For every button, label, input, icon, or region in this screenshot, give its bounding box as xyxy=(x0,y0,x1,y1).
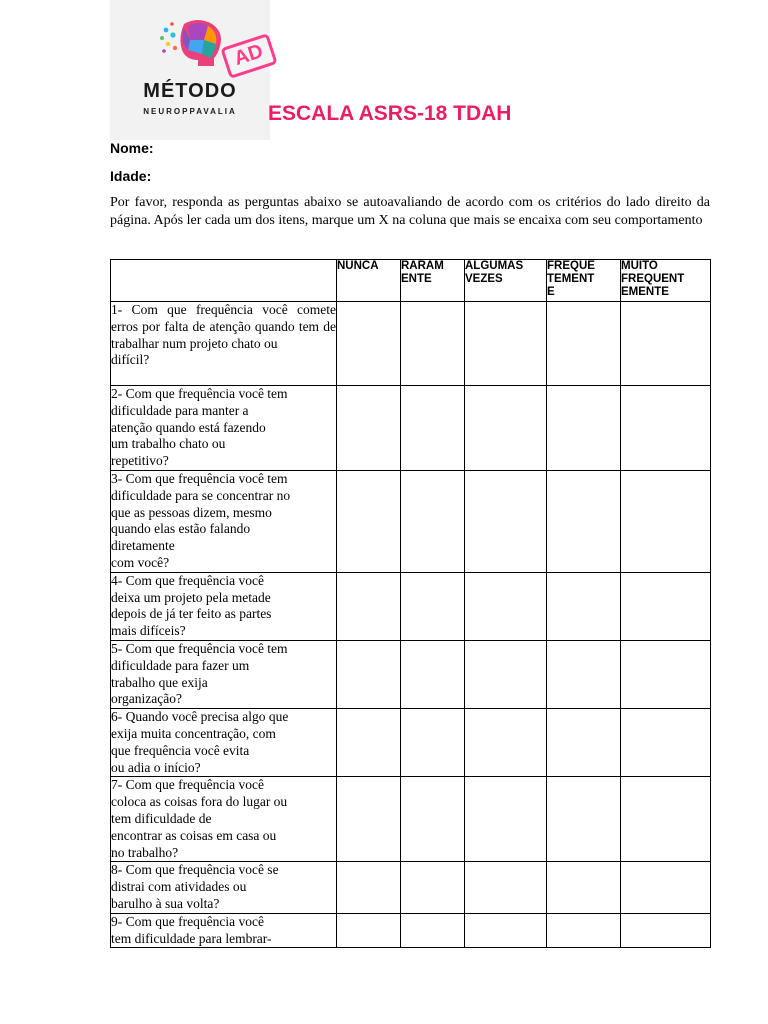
instructions-paragraph: Por favor, responda as perguntas abaixo se autoavaliando de acordo com os critérios do lado direito da página. Após ler cada um dos itens, marque um X na coluna que mais se encaixa com seu comportamento xyxy=(110,195,710,228)
question-cell: 8- Com que frequência você se distrai com atividades ou barulho à sua volta? xyxy=(111,862,337,913)
answer-cell-muito-frequentemente[interactable] xyxy=(621,913,711,948)
answer-cell-nunca[interactable] xyxy=(337,640,401,708)
answer-cell-nunca[interactable] xyxy=(337,709,401,777)
question-header-cell xyxy=(111,260,337,302)
question-cell: 1- Com que frequência você comete erros por falta de atenção quando tem de trabalhar num projeto chato ou difícil? xyxy=(111,302,337,386)
logo xyxy=(110,0,270,140)
answer-cell-muito-frequentemente[interactable] xyxy=(621,572,711,640)
question-cell: 2- Com que frequência você tem dificuldade para manter a atenção quando está fazendo um trabalho chato ou repetitivo? xyxy=(111,386,337,471)
answer-cell-muito-frequentemente[interactable] xyxy=(621,709,711,777)
question-cell: 6- Quando você precisa algo que exija muita concentração, com que frequência você evita ou adia o início? xyxy=(111,709,337,777)
answer-cell-raramente[interactable] xyxy=(401,777,465,862)
name-field-label: Nome: xyxy=(110,140,154,156)
answer-cell-muito-frequentemente[interactable] xyxy=(621,470,711,572)
answer-cell-muito-frequentemente[interactable] xyxy=(621,640,711,708)
answer-cell-frequentemente[interactable] xyxy=(547,862,621,913)
ad-badge: AD xyxy=(220,33,277,79)
table-header-row xyxy=(111,260,711,302)
document-title: ESCALA ASRS-18 TDAH xyxy=(268,102,512,125)
question-cell: 9- Com que frequência você tem dificuldade para lembrar- xyxy=(111,913,337,948)
answer-cell-frequentemente[interactable] xyxy=(547,709,621,777)
answer-cell-nunca[interactable] xyxy=(337,913,401,948)
answer-cell-nunca[interactable] xyxy=(337,862,401,913)
table-row xyxy=(111,386,711,471)
answer-cell-algumas-vezes[interactable] xyxy=(465,640,547,708)
column-header-algumas-vezes: ALGUMAS VEZES xyxy=(465,260,547,302)
answer-cell-nunca[interactable] xyxy=(337,470,401,572)
answer-cell-algumas-vezes[interactable] xyxy=(465,302,547,386)
answer-cell-frequentemente[interactable] xyxy=(547,386,621,471)
answer-cell-algumas-vezes[interactable] xyxy=(465,709,547,777)
column-header-muito-frequentemente: MUITO FREQUENT EMENTE xyxy=(621,260,711,302)
answer-cell-muito-frequentemente[interactable] xyxy=(621,302,711,386)
answer-cell-algumas-vezes[interactable] xyxy=(465,470,547,572)
answer-cell-raramente[interactable] xyxy=(401,862,465,913)
answer-cell-algumas-vezes[interactable] xyxy=(465,913,547,948)
answer-cell-muito-frequentemente[interactable] xyxy=(621,862,711,913)
answer-cell-raramente[interactable] xyxy=(401,640,465,708)
asrs-scale-table xyxy=(110,259,711,948)
answer-cell-algumas-vezes[interactable] xyxy=(465,862,547,913)
table-row xyxy=(111,470,711,572)
answer-cell-nunca[interactable] xyxy=(337,386,401,471)
answer-cell-frequentemente[interactable] xyxy=(547,572,621,640)
brain-head-icon xyxy=(158,18,230,68)
table-row xyxy=(111,777,711,862)
answer-cell-algumas-vezes[interactable] xyxy=(465,386,547,471)
answer-cell-muito-frequentemente[interactable] xyxy=(621,777,711,862)
question-cell: 4- Com que frequência você deixa um projeto pela metade depois de já ter feito as partes mais difíceis? xyxy=(111,572,337,640)
brand-name: MÉTODO xyxy=(143,80,237,102)
table-row xyxy=(111,709,711,777)
table-row xyxy=(111,862,711,913)
table-row xyxy=(111,640,711,708)
answer-cell-nunca[interactable] xyxy=(337,302,401,386)
answer-cell-nunca[interactable] xyxy=(337,777,401,862)
answer-cell-muito-frequentemente[interactable] xyxy=(621,386,711,471)
answer-cell-raramente[interactable] xyxy=(401,913,465,948)
table-row xyxy=(111,913,711,948)
answer-cell-frequentemente[interactable] xyxy=(547,470,621,572)
answer-cell-algumas-vezes[interactable] xyxy=(465,777,547,862)
table-row xyxy=(111,302,711,386)
question-cell: 7- Com que frequência você coloca as coisas fora do lugar ou tem dificuldade de encontrar as coisas em casa ou no trabalho? xyxy=(111,777,337,862)
answer-cell-raramente[interactable] xyxy=(401,709,465,777)
answer-cell-raramente[interactable] xyxy=(401,302,465,386)
answer-cell-nunca[interactable] xyxy=(337,572,401,640)
answer-cell-frequentemente[interactable] xyxy=(547,777,621,862)
answer-cell-raramente[interactable] xyxy=(401,572,465,640)
age-field-label: Idade: xyxy=(110,168,152,184)
question-cell: 3- Com que frequência você tem dificuldade para se concentrar no que as pessoas dizem, mesmo quando elas estão falando diretamente com você? xyxy=(111,470,337,572)
answer-cell-raramente[interactable] xyxy=(401,470,465,572)
column-header-frequentemente: FREQUE TEMENT E xyxy=(547,260,621,302)
brand-subtitle: NEUROPPAVALIA xyxy=(143,107,237,116)
column-header-raramente: RARAM ENTE xyxy=(401,260,465,302)
answer-cell-frequentemente[interactable] xyxy=(547,640,621,708)
answer-cell-algumas-vezes[interactable] xyxy=(465,572,547,640)
answer-cell-frequentemente[interactable] xyxy=(547,913,621,948)
answer-cell-raramente[interactable] xyxy=(401,386,465,471)
table-row xyxy=(111,572,711,640)
question-cell: 5- Com que frequência você tem dificuldade para fazer um trabalho que exija organização? xyxy=(111,640,337,708)
answer-cell-frequentemente[interactable] xyxy=(547,302,621,386)
column-header-nunca: NUNCA xyxy=(337,260,401,302)
